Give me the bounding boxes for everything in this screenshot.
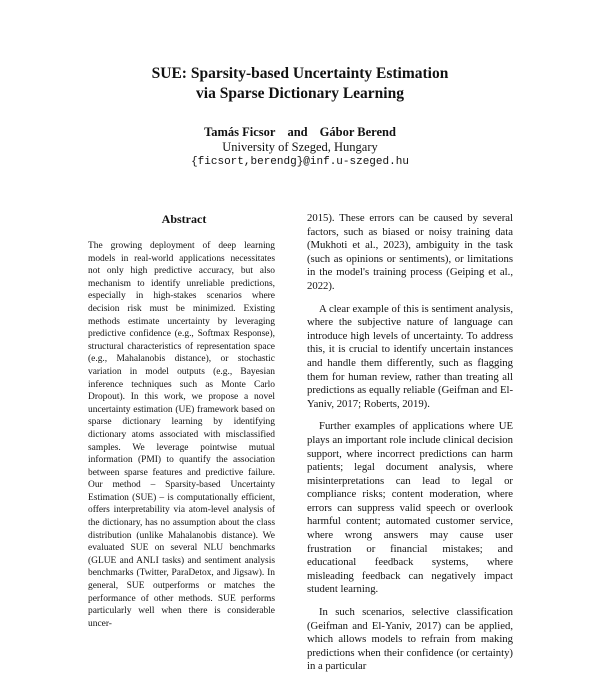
author-2: Gábor Berend: [319, 125, 396, 139]
affiliation: University of Szeged, Hungary: [222, 140, 378, 154]
author-conjunction: and: [287, 125, 308, 139]
body-paragraph: A clear example of this is sentiment analysis, where the subjective nature of language can introduce high levels of uncertainty. To address this, it is crucial to identify uncertain instances and handle them differently, such as flagging them for human review, rather than treating all predictions as equally reliable (Geifman and El-Yaniv, 2017; Roberts, 2019).: [307, 302, 513, 410]
title-line-2: via Sparse Dictionary Learning: [196, 85, 404, 102]
abstract-text: The growing deployment of deep learning models in real-world applications necessitates not only high predictive accuracy, but also mechanism to identify unreliable predictions, especially in high-stakes scenarios where decision risk must be minimized. Existing methods estimate uncertainty by leveraging predictive confidence (e.g., Softmax Response), structural characteristics of representation space (e.g., Mahalanobis distance), or stochastic variation in model outputs (e.g., Bayesian inference techniques such as Monte Carlo Dropout). In this work, we propose a novel uncertainty estimation (UE) framework based on sparse dictionary learning by identifying dictionary atoms associated with misclassified samples. We leverage pointwise mutual information (PMI) to quantify the association between sparse features and predictive failure. Our method – Sparsity-based Uncertainty Estimation (SUE) – is computationally efficient, offers interpretability via atom-level analysis of the dictionary, has no assumption about the class distribution (unlike Mahalanobis distance). We evaluated SUE on several NLU benchmarks (GLUE and ANLI tasks) and sentiment analysis benchmarks (Twitter, ParaDetox, and Jigsaw). In general, SUE outperforms or matches the performance of other methods. SUE performs particularly well when there is considerable uncer-: [88, 241, 275, 629]
title-line-1: SUE: Sparsity-based Uncertainty Estimation: [151, 65, 449, 82]
author-names: [0, 125, 600, 140]
body-column-right: [307, 212, 513, 683]
body-paragraph: In such scenarios, selective classification (Geifman and El-Yaniv, 2017) can be applied, which allows models to refrain from making predictions when their confidence (or certainty) in a particular: [307, 606, 513, 673]
body-paragraph: 2015). These errors can be caused by several factors, such as biased or noisy training data (Mukhoti et al., 2023), ambiguity in the task (such as opinions or sentiments), or limitations in the model's training process (Geiping et al., 2022).: [307, 212, 513, 292]
author-1: Tamás Ficsor: [204, 125, 276, 139]
abstract-heading: Abstract: [161, 212, 207, 226]
body-paragraph: Further examples of applications where UE plays an important role include clinical decision support, where incorrect predictions can harm patients; legal document analysis, where misinterpretations can lead to legal or compliance risks; content moderation, where errors can suppress valid speech or overlook harmful content; automated customer service, where wrong answers may cause user frustration or financial mistakes; and educational feedback systems, where misleading feedback can negatively impact student learning.: [307, 420, 513, 596]
paper-title: [0, 64, 600, 104]
author-email: {ficsort,berendg}@inf.u-szeged.hu: [191, 156, 409, 168]
author-block: [0, 125, 600, 170]
